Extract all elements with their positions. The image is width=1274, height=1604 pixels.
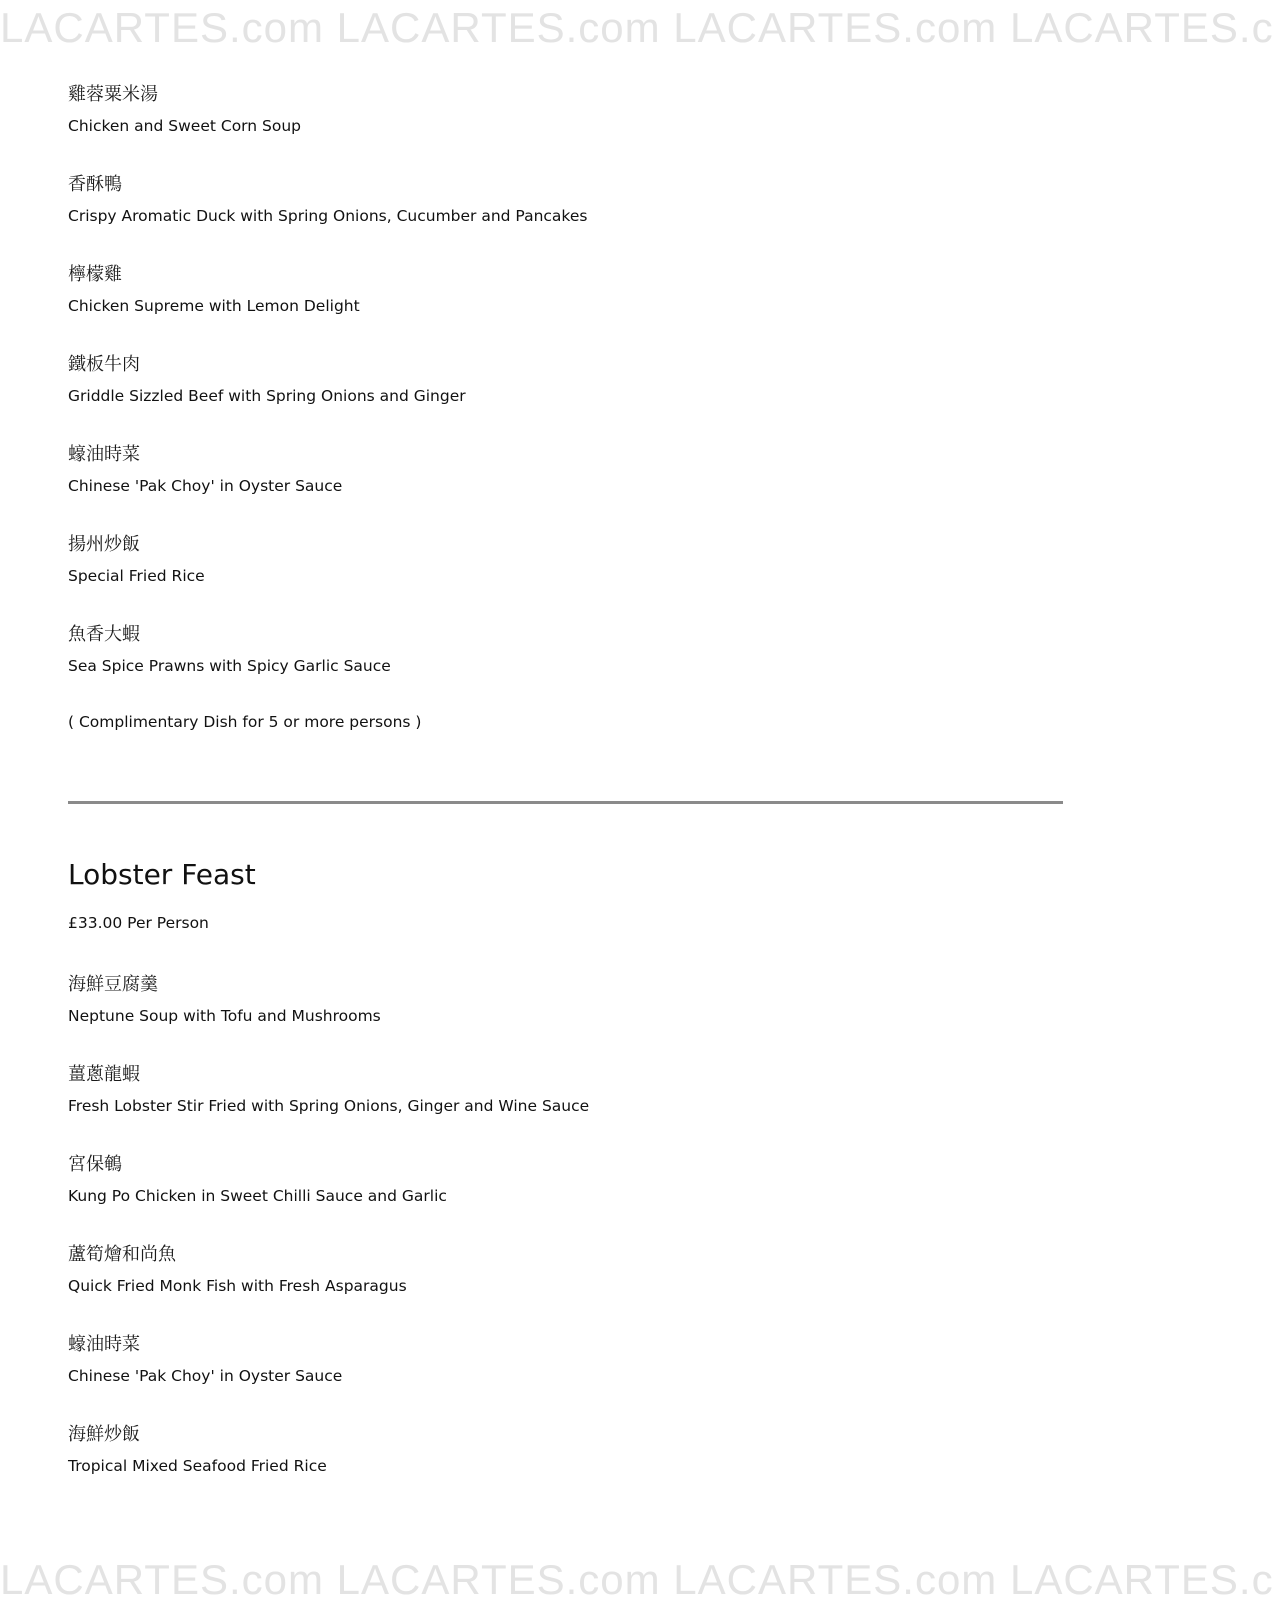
- dish-chinese-name: 薑蔥龍蝦: [68, 1064, 140, 1085]
- dish-english-name: Chinese 'Pak Choy' in Oyster Sauce: [68, 1367, 343, 1385]
- dish-english-name: Tropical Mixed Seafood Fried Rice: [68, 1457, 327, 1475]
- dish-chinese-name: 檸檬雞: [68, 264, 122, 285]
- dish-chinese-name: 蠔油時菜: [68, 444, 140, 465]
- section-divider: [68, 801, 1063, 804]
- dish-chinese-name: 香酥鴨: [68, 174, 122, 195]
- price-per-person: £33.00 Per Person: [68, 914, 209, 932]
- dish-english-name: Chinese 'Pak Choy' in Oyster Sauce: [68, 477, 343, 495]
- dish-english-name: Kung Po Chicken in Sweet Chilli Sauce and Garlic: [68, 1187, 447, 1205]
- watermark-top: LACARTES.com LACARTES.com LACARTES.com LACARTES.c: [0, 4, 1274, 51]
- dish-english-name: Crispy Aromatic Duck with Spring Onions, Cucumber and Pancakes: [68, 207, 588, 225]
- complimentary-note: ( Complimentary Dish for 5 or more persons ): [68, 713, 422, 731]
- dish-chinese-name: 蘆筍燴和尚魚: [68, 1244, 176, 1265]
- dish-english-name: Neptune Soup with Tofu and Mushrooms: [68, 1007, 381, 1025]
- dish-chinese-name: 宮保鵪: [68, 1154, 122, 1175]
- dish-english-name: Chicken and Sweet Corn Soup: [68, 117, 302, 135]
- dish-english-name: Griddle Sizzled Beef with Spring Onions and Ginger: [68, 387, 466, 405]
- dish-chinese-name: 揚州炒飯: [68, 534, 140, 555]
- dish-chinese-name: 魚香大蝦: [68, 624, 140, 645]
- dish-english-name: Quick Fried Monk Fish with Fresh Asparagus: [68, 1277, 407, 1295]
- watermark-bottom: LACARTES.com LACARTES.com LACARTES.com LACARTES.c: [0, 1556, 1274, 1603]
- dish-english-name: Special Fried Rice: [68, 567, 205, 585]
- dish-english-name: Fresh Lobster Stir Fried with Spring Onions, Ginger and Wine Sauce: [68, 1097, 590, 1115]
- dish-chinese-name: 海鮮豆腐羹: [68, 974, 158, 995]
- dish-chinese-name: 雞蓉粟米湯: [68, 84, 158, 105]
- dish-chinese-name: 蠔油時菜: [68, 1334, 140, 1355]
- dish-english-name: Chicken Supreme with Lemon Delight: [68, 297, 360, 315]
- dish-chinese-name: 鐵板牛肉: [68, 354, 140, 375]
- dish-english-name: Sea Spice Prawns with Spicy Garlic Sauce: [68, 657, 391, 675]
- dish-chinese-name: 海鮮炒飯: [68, 1424, 140, 1445]
- section-title: Lobster Feast: [68, 858, 256, 891]
